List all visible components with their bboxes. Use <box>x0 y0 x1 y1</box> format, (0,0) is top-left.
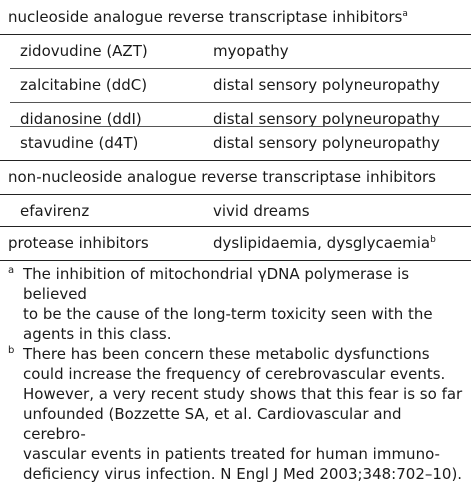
toxicity-effect: distal sensory polyneuropathy <box>213 76 440 94</box>
section-header-label: nucleoside analogue reverse transcriptase inhibitors <box>8 8 403 26</box>
footnote-line: vascular events in patients treated for human immuno- <box>23 445 440 463</box>
footnote-line: The inhibition of mitochondrial γDNA polymerase is believed <box>23 265 410 303</box>
footnote-a <box>8 264 468 344</box>
toxicity-effect: distal sensory polyneuropathy <box>213 110 440 128</box>
section-header-nrti <box>0 0 471 34</box>
footnote-line: However, a very recent study shows that this fear is so far <box>23 385 463 403</box>
footnote-line: agents in this class. <box>23 325 172 343</box>
drug-name: zidovudine (AZT) <box>20 42 148 60</box>
footnote-line: deficiency virus infection. N Engl J Med 2003;348:702–10). <box>23 465 463 483</box>
table-row <box>0 226 471 260</box>
footnote-ref-b: b <box>430 235 436 245</box>
section-header-label: non-nucleoside analogue reverse transcriptase inhibitors <box>8 168 436 186</box>
section-header-nnrti <box>0 160 471 194</box>
table-row <box>0 34 471 68</box>
divider <box>0 260 471 261</box>
drug-name: didanosine (ddI) <box>20 110 142 128</box>
table-row <box>0 68 471 102</box>
table-row <box>0 126 471 160</box>
footnote-line: to be the cause of the long-term toxicity seen with the <box>23 305 433 323</box>
toxicity-effect: dyslipidaemia, dysglycaemia <box>213 234 431 252</box>
footnote-line: unfounded (Bozzette SA, et al. Cardiovascular and cerebro- <box>23 405 402 443</box>
footnote-b <box>8 344 468 484</box>
drug-name: stavudine (d4T) <box>20 134 139 152</box>
footnote-line: could increase the frequency of cerebrovascular events. <box>23 365 446 383</box>
footnote-mark: b <box>8 345 15 356</box>
footnotes <box>8 264 468 484</box>
footnote-line: There has been concern these metabolic dysfunctions <box>23 345 430 363</box>
toxicity-effect: myopathy <box>213 42 289 60</box>
drug-name: efavirenz <box>20 202 90 220</box>
footnote-mark: a <box>8 265 15 276</box>
table-row <box>0 194 471 228</box>
toxicity-effect: vivid dreams <box>213 202 310 220</box>
drug-name: protease inhibitors <box>8 234 149 252</box>
toxicity-effect: distal sensory polyneuropathy <box>213 134 440 152</box>
drug-name: zalcitabine (ddC) <box>20 76 148 94</box>
footnote-ref-a: a <box>402 9 408 19</box>
